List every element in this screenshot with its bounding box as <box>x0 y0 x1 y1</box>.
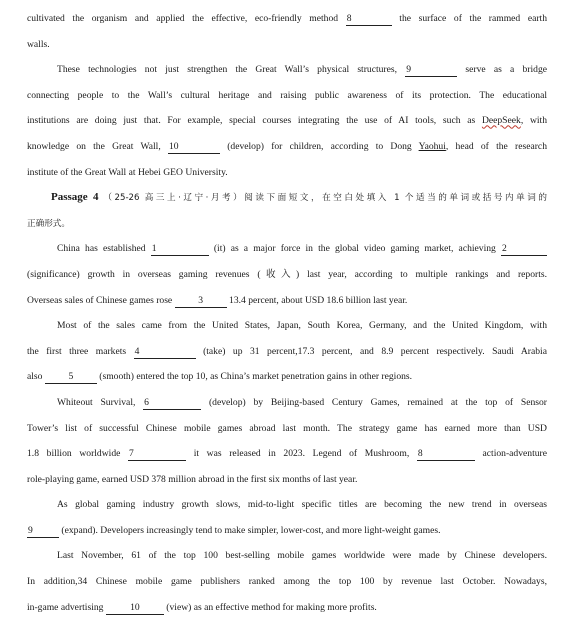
text-span: Whiteout Survival, <box>57 396 136 408</box>
blank-8[interactable]: 8 <box>417 448 475 461</box>
text-line <box>27 492 547 518</box>
text-span: Most of the sales came from the United States, Japan, South Korea, Germany, and the United Kingdom, with <box>57 320 547 332</box>
text-span: Tower’s list of successful Chinese mobile games abroad last month. The strategy game has earned more than USD <box>27 422 547 434</box>
text-span: also <box>27 371 43 383</box>
text-line <box>27 83 547 109</box>
blank-9[interactable]: 9 <box>405 64 457 77</box>
text-span: 1.8 billion worldwide <box>27 448 121 460</box>
text-line <box>27 339 547 365</box>
blank-4[interactable]: 4 <box>134 346 196 359</box>
text-span: knowledge on the Great Wall, <box>27 140 161 152</box>
text-span: (develop) for children, according to Dong <box>227 140 412 152</box>
text-span: (it) as a major force in the global video gaming market, achieving <box>213 243 496 255</box>
blank-2[interactable]: 2 <box>501 243 547 256</box>
text-line <box>27 134 547 160</box>
text-line <box>27 543 547 569</box>
text-span: (significance) growth in overseas gaming revenues (收入) last year, according to multiple rankings and reports. <box>27 268 547 280</box>
blank-8[interactable]: 8 <box>346 13 392 26</box>
text-span: institutions are doing just that. For example, special courses integrating the use of AI tools, such as <box>27 115 476 127</box>
text-span: , head of the research <box>445 140 547 152</box>
passage-instructions-end: 正确形式。 <box>27 218 70 229</box>
blank-1[interactable]: 1 <box>151 243 209 256</box>
passage-heading <box>27 185 547 211</box>
text-line <box>27 236 547 262</box>
text-line <box>27 211 547 237</box>
text-line <box>27 569 547 595</box>
text-span: cultivated the organism and applied the effective, eco-friendly method <box>27 13 339 24</box>
blank-10[interactable]: 10 <box>168 141 220 154</box>
text-line <box>27 313 547 339</box>
text-line <box>27 57 547 83</box>
text-line <box>27 32 547 58</box>
text-span: Overseas sales of Chinese games rose <box>27 294 173 306</box>
text-span: (take) up 31 percent,17.3 percent, and 8.9 percent respectively. Saudi Arabia <box>203 345 547 357</box>
blank-5[interactable]: 5 <box>45 371 97 384</box>
text-line <box>27 441 547 467</box>
text-span: These technologies not just strengthen the Great Wall’s physical structures, <box>57 64 398 76</box>
text-span: role-playing game, earned USD 378 million abroad in the first six months of last year. <box>27 473 358 485</box>
text-line <box>27 390 547 416</box>
text-span: (smooth) entered the top 10, as China’s market penetration gains in other regions. <box>99 371 413 383</box>
passage-instructions: （25-26 高三上·辽宁·月考）阅读下面短文，在空白处填入 1 个适当的单词或括号内单词的 <box>103 193 547 204</box>
text-line <box>27 108 547 134</box>
text-span: China has established <box>57 243 146 255</box>
blank-6[interactable]: 6 <box>143 397 201 410</box>
blank-7[interactable]: 7 <box>128 448 186 461</box>
passage-title: Passage 4 <box>51 191 99 204</box>
blank-9[interactable]: 9 <box>27 525 59 538</box>
text-span: action-adventure <box>482 448 547 460</box>
text-line <box>27 595 547 621</box>
text-line <box>27 160 547 186</box>
text-span: Last November, 61 of the top 100 best-selling mobile games worldwide were made by Chinese developers. <box>57 550 547 562</box>
document-page <box>27 6 547 620</box>
text-span: in-game advertising <box>27 601 104 613</box>
text-span: In addition,34 Chinese mobile game publishers ranked among the top 100 by revenue last October. Nowadays, <box>27 576 547 588</box>
text-line <box>27 467 547 493</box>
text-span: connecting people to the Wall’s cultural heritage and raising public awareness of its protection. The educational <box>27 89 547 101</box>
text-span: (expand). Developers increasingly tend to make simpler, lower-cost, and more light-weight games. <box>61 524 441 536</box>
text-span: (develop) by Beijing-based Century Games, remained at the top of Sensor <box>208 396 547 408</box>
text-span: , with <box>520 115 547 127</box>
text-line <box>27 288 547 314</box>
blank-10[interactable]: 10 <box>106 602 164 615</box>
text-span: (view) as an effective method for making more profits. <box>166 601 377 613</box>
person-name: Yaohui <box>418 140 446 152</box>
text-span: the surface of the rammed earth <box>399 13 548 24</box>
text-line <box>27 364 547 390</box>
blank-3[interactable]: 3 <box>175 295 227 308</box>
text-span: 13.4 percent, about USD 18.6 billion last year. <box>229 294 408 306</box>
text-span: institute of the Great Wall at Hebei GEO University. <box>27 166 228 178</box>
text-line <box>27 6 547 32</box>
text-span: walls. <box>27 38 50 50</box>
deepseek-link: DeepSeek <box>481 115 521 127</box>
text-span: the first three markets <box>27 345 127 357</box>
text-line <box>27 262 547 288</box>
text-span: it was released in 2023. Legend of Mushroom, <box>193 448 410 460</box>
text-line <box>27 518 547 544</box>
text-span: As global gaming industry growth slows, mid-to-light specific titles are becoming the new trend in overseas <box>57 499 547 511</box>
text-span: serve as a bridge <box>465 64 548 76</box>
text-line <box>27 416 547 442</box>
